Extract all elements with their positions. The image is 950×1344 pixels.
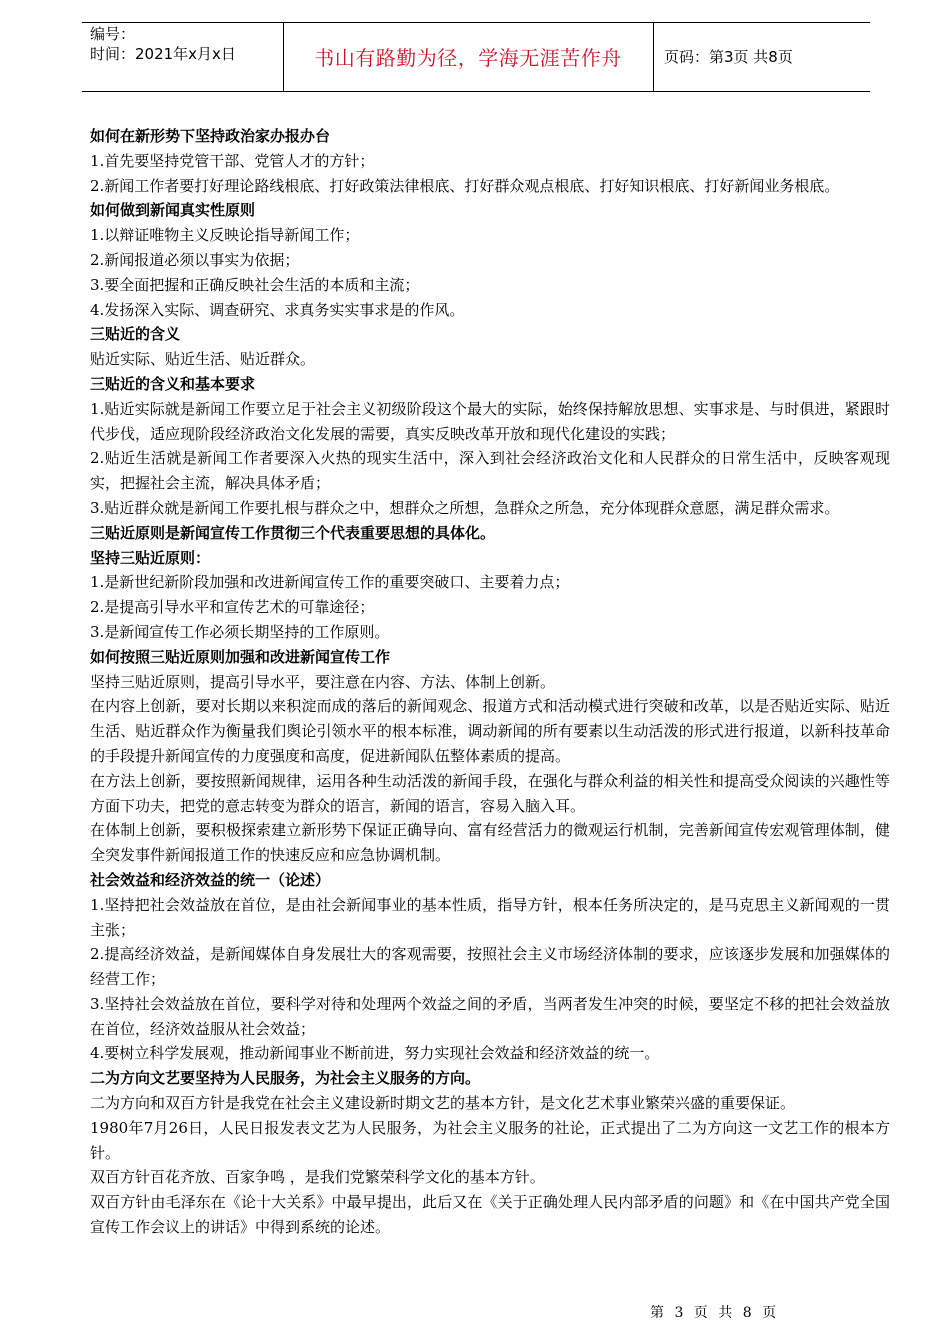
paragraph: 4.发扬深入实际、调查研究、求真务实实事求是的作风。 xyxy=(90,300,465,319)
paragraph: 2.是提高引导水平和宣传艺术的可靠途径； xyxy=(90,598,375,617)
paragraph: 1980年7月26日，人民日报发表文艺为人民服务，为社会主义服务的社论，正式提出了二为方向这一文艺工作的根本方针。 xyxy=(90,1118,890,1162)
paragraph: 1.是新世纪新阶段加强和改进新闻宣传工作的重要突破口、主要着力点； xyxy=(90,573,570,592)
header-motto: 书山有路勤为径，学海无涯苦作舟 xyxy=(314,46,622,70)
paragraph: 二为方向和双百方针是我党在社会主义建设新时期文艺的基本方针，是文化艺术事业繁荣兴盛的重要保证。 xyxy=(90,1094,796,1113)
paragraph: 1.以辩证唯物主义反映论指导新闻工作； xyxy=(90,226,360,245)
header-number: 编号： xyxy=(90,25,136,43)
header-time: 时间：2021年x月x日 xyxy=(90,45,236,63)
paragraph: 3.贴近群众就是新闻工作要扎根与群众之中，想群众之所想，急群众之所急，充分体现群众意愿，满足群众需求。 xyxy=(90,498,840,517)
paragraph: 1.贴近实际就是新闻工作要立足于社会主义初级阶段这个最大的实际，始终保持解放思想、实事求是、与时俱进，紧跟时代步伐，适应现阶段经济政治文化发展的需要，真实反映改革开放和现代化建设的实践； xyxy=(90,399,890,443)
paragraph: 2.贴近生活就是新闻工作者要深入火热的现实生活中，深入到社会经济政治文化和人民群众的日常生活中，反映客观现实，把握社会主流，解决具体矛盾； xyxy=(90,449,890,493)
paragraph: 双百方针由毛泽东在《论十大关系》中最早提出，此后又在《关于正确处理人民内部矛盾的问题》和《在中国共产党全国宣传工作会议上的讲话》中得到系统的论述。 xyxy=(90,1193,890,1237)
section-heading: 三贴近原则是新闻宣传工作贯彻三个代表重要思想的具体化。 xyxy=(90,523,496,542)
page-footer: 第 3 页 共 8 页 xyxy=(650,1305,780,1321)
section-heading: 社会效益和经济效益的统一（论述） xyxy=(90,870,331,889)
paragraph: 3.坚持社会效益放在首位，要科学对待和处理两个效益之间的矛盾，当两者发生冲突的时候，要坚定不移的把社会效益放在首位，经济效益服从社会效益； xyxy=(90,994,890,1038)
paragraph: 坚持三贴近原则，提高引导水平，要注意在内容、方法、体制上创新。 xyxy=(90,672,556,691)
section-heading: 坚持三贴近原则： xyxy=(90,548,211,567)
paragraph: 1.坚持把社会效益放在首位，是由社会新闻事业的基本性质，指导方针，根本任务所决定的，是马克思主义新闻观的一贯主张； xyxy=(90,895,890,939)
section-heading: 二为方向文艺要坚持为人民服务，为社会主义服务的方向。 xyxy=(90,1069,481,1088)
document-body xyxy=(90,124,890,1240)
section-heading: 如何在新形势下坚持政治家办报办台 xyxy=(90,127,331,145)
section-heading: 如何按照三贴近原则加强和改进新闻宣传工作 xyxy=(90,647,391,666)
paragraph: 在内容上创新，要对长期以来积淀而成的落后的新闻观念、报道方式和活动模式进行突破和改革，以是否贴近实际、贴近生活、贴近群众作为衡量我们舆论引领水平的根本标准，调动新闻的所有要素以生动活泼的形式进行报道，以新科技革命的手段提升新闻宣传的力度强度和高度，促进新闻队伍整体素质的提高。 xyxy=(90,697,890,765)
paragraph: 2.新闻报道必须以事实为依据； xyxy=(90,250,300,269)
header-meta xyxy=(90,24,236,64)
paragraph: 贴近实际、贴近生活、贴近群众。 xyxy=(90,350,316,369)
section-heading: 三贴近的含义和基本要求 xyxy=(90,374,256,393)
paragraph: 在体制上创新，要积极探索建立新形势下保证正确导向、富有经营活力的微观运行机制，完善新闻宣传宏观管理体制，健全突发事件新闻报道工作的快速反应和应急协调机制。 xyxy=(90,821,890,865)
paragraph: 3.要全面把握和正确反映社会生活的本质和主流； xyxy=(90,275,420,294)
section-heading: 如何做到新闻真实性原则 xyxy=(90,201,256,220)
paragraph: 2.新闻工作者要打好理论路线根底、打好政策法律根底、打好群众观点根底、打好知识根底、打好新闻业务根底。 xyxy=(90,176,840,195)
section-heading: 三贴近的含义 xyxy=(90,325,181,344)
header-divider-right xyxy=(653,22,654,91)
header-page-info: 页码：第3页 共8页 xyxy=(664,48,793,66)
paragraph: 2.提高经济效益，是新闻媒体自身发展壮大的客观需要，按照社会主义市场经济体制的要求，应该逐步发展和加强媒体的经营工作； xyxy=(90,945,890,989)
paragraph: 4.要树立科学发展观，推动新闻事业不断前进，努力实现社会效益和经济效益的统一。 xyxy=(90,1044,660,1063)
paragraph: 在方法上创新，要按照新闻规律，运用各种生动活泼的新闻手段，在强化与群众利益的相关性和提高受众阅读的兴趣性等方面下功夫，把党的意志转变为群众的语言，新闻的语言，容易入脑入耳。 xyxy=(90,771,890,815)
paragraph: 1.首先要坚持党管干部、党管人才的方针； xyxy=(90,151,375,170)
header-bottom-rule xyxy=(82,91,870,92)
paragraph: 3.是新闻宣传工作必须长期坚持的工作原则。 xyxy=(90,622,390,641)
paragraph: 双百方针百花齐放、百家争鸣 ，是我们党繁荣科学文化的基本方针。 xyxy=(90,1168,545,1187)
